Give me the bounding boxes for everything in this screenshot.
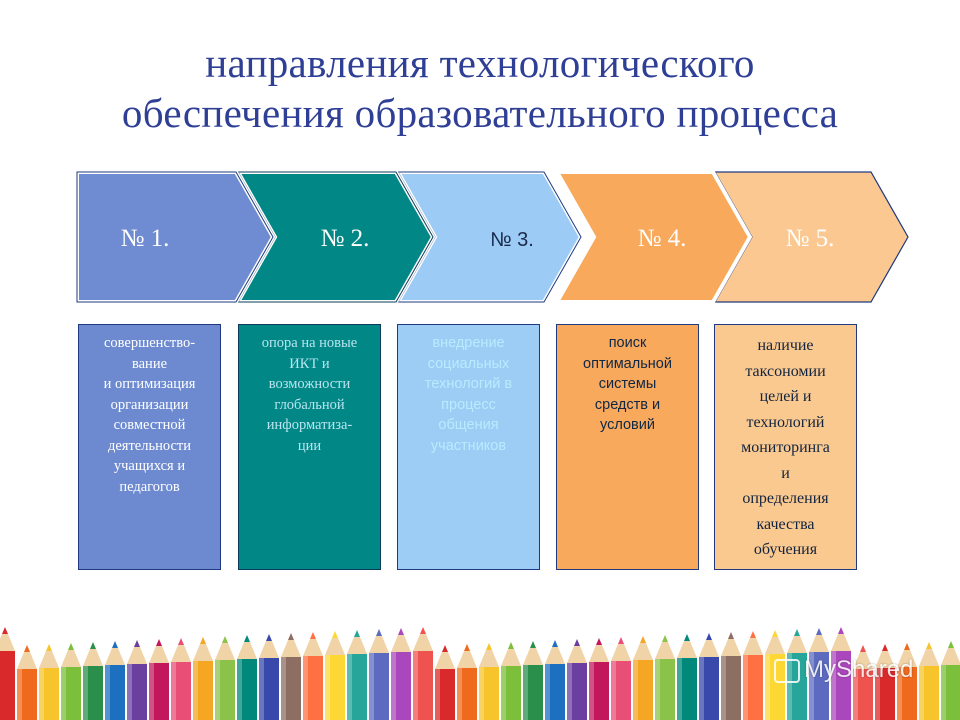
step-1-line: вание	[131, 355, 168, 372]
pencil	[391, 628, 411, 720]
pencil	[699, 633, 719, 720]
pencil	[347, 630, 367, 720]
pencil	[193, 637, 213, 720]
step-4-line: условий	[600, 417, 655, 433]
step-3-line: процесс	[441, 396, 496, 413]
step-5-line: целей и	[759, 388, 812, 405]
pencil	[215, 636, 235, 720]
chevron-2-label: № 2.	[320, 225, 370, 252]
pencil	[545, 640, 565, 720]
step-5-line: определения	[742, 490, 829, 507]
step-2-line: информатиза-	[266, 417, 353, 433]
pencil	[39, 644, 59, 720]
watermark	[774, 656, 913, 684]
step-5-description	[714, 324, 857, 570]
watermark-text: MyShared	[804, 656, 914, 683]
pencil	[149, 639, 169, 720]
step-1-line: совместной	[113, 417, 186, 433]
step-1-description	[78, 324, 221, 570]
chevron-5-label: № 5.	[785, 225, 835, 252]
pencil	[589, 638, 609, 720]
pencil	[567, 639, 587, 720]
pencil	[281, 633, 301, 720]
chevron-1-label: № 1.	[120, 225, 170, 252]
step-5-line: и	[781, 464, 790, 482]
pencil	[325, 631, 345, 720]
step-3-description	[397, 324, 540, 570]
presentation-icon	[774, 659, 800, 683]
step-4-line: системы	[598, 376, 657, 392]
pencil	[721, 632, 741, 720]
step-4-line: средств и	[594, 396, 661, 413]
pencil	[171, 638, 191, 720]
step-3-line: общения	[438, 417, 499, 433]
step-5-line: качества	[756, 515, 815, 533]
pencil	[259, 634, 279, 720]
pencil	[105, 641, 125, 720]
pencil	[919, 642, 939, 720]
step-3-line: участников	[430, 437, 507, 454]
pencil	[413, 627, 433, 720]
pencil	[677, 634, 697, 720]
step-2-line: возможности	[268, 376, 351, 392]
step-5-line: технологий	[746, 413, 825, 431]
step-2-line: ции	[297, 437, 322, 454]
step-2-line: глобальной	[274, 396, 345, 413]
step-5-line: обучения	[753, 541, 818, 558]
chevron-3-label: № 3.	[490, 229, 534, 251]
step-2-line: опора на новые	[261, 335, 358, 351]
step-3-line: технологий в	[424, 376, 513, 392]
pencil	[479, 643, 499, 720]
slide-title	[0, 38, 960, 138]
title-line-1: направления технологического	[205, 40, 755, 86]
chevron-4	[557, 172, 750, 302]
step-1-line: учащихся и	[113, 458, 186, 474]
pencil	[743, 631, 763, 720]
step-5-line: мониторинга	[741, 439, 830, 456]
step-2-line: ИКТ и	[289, 355, 330, 372]
step-3-line: социальных	[427, 355, 510, 372]
pencil	[611, 637, 631, 720]
step-1-line: педагогов	[119, 478, 180, 495]
pencil	[457, 644, 477, 720]
pencil	[369, 629, 389, 720]
pencil	[237, 635, 257, 720]
step-1-line: деятельности	[107, 437, 191, 454]
pencil	[127, 640, 147, 720]
step-1-line: организации	[110, 396, 189, 413]
pencil	[83, 642, 103, 720]
step-5-line: наличие	[757, 337, 814, 354]
title-line-2: обеспечения образовательного процесса	[121, 90, 839, 136]
process-chevrons	[0, 160, 960, 320]
pencil	[523, 641, 543, 720]
pencil	[633, 636, 653, 720]
step-4-line: поиск	[608, 335, 647, 351]
pencil	[303, 632, 323, 720]
pencil	[501, 642, 521, 720]
step-4-line: оптимальной	[583, 355, 672, 372]
step-3-line: внедрение	[432, 335, 505, 351]
step-4-description	[556, 324, 699, 570]
step-2-description	[238, 324, 381, 570]
chevron-1	[77, 172, 273, 302]
chevron-4-label: № 4.	[637, 225, 687, 252]
pencil	[435, 645, 455, 720]
pencil	[941, 641, 960, 720]
pencil	[17, 645, 37, 720]
pencil	[0, 627, 15, 720]
pencil	[61, 643, 81, 720]
step-1-line: и оптимизация	[103, 376, 196, 392]
step-5-line: таксономии	[745, 362, 826, 380]
pencil	[655, 635, 675, 720]
step-1-line: совершенство-	[103, 335, 196, 351]
